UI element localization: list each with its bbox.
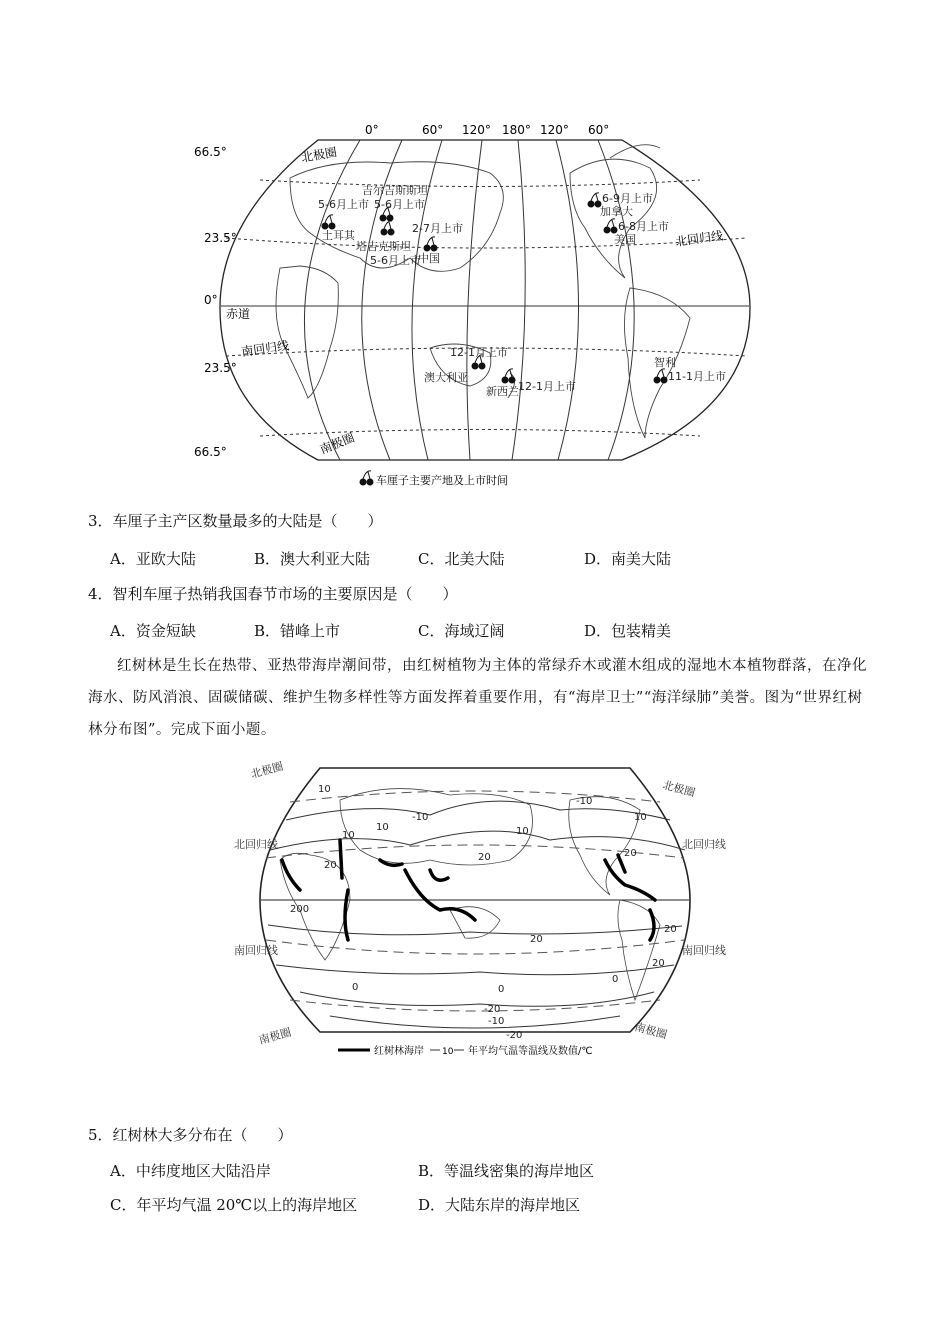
svg-text:-10: -10: [488, 1016, 505, 1027]
equator-label: 赤道: [226, 307, 251, 321]
passage: [88, 650, 868, 746]
place-name: 吉尔吉斯斯坦: [362, 184, 428, 197]
svg-text:20: 20: [324, 860, 337, 871]
place-name: 新西兰: [486, 385, 519, 398]
q5-option-d[interactable]: D．大陆东岸的海岸地区: [418, 1196, 581, 1214]
legend-isotherm: 年平均气温等温线及数值/℃: [468, 1046, 593, 1057]
lat-label: 66.5°: [194, 145, 227, 159]
place-name: 美国: [614, 233, 636, 246]
svg-text:10: 10: [516, 826, 529, 837]
antarctic-label-left: 南极圈: [257, 1025, 293, 1047]
q4-option-c[interactable]: C．海域辽阔: [418, 622, 505, 640]
q3-option-a[interactable]: A．亚欧大陆: [110, 550, 196, 568]
lon-label: 60°: [588, 123, 610, 137]
q3-option-b[interactable]: B．澳大利亚大陆: [254, 550, 371, 568]
place-name: 塔吉克斯坦: [356, 240, 411, 253]
tropic-s-label: 南回归线: [240, 338, 290, 359]
lon-label: 120°: [540, 123, 569, 137]
q4-option-a[interactable]: A．资金短缺: [110, 622, 196, 640]
place-time: 12-1月上市: [450, 346, 508, 359]
svg-text:-10: -10: [412, 812, 429, 823]
svg-text:-10: -10: [576, 796, 593, 807]
arctic-label-left: 北极圈: [249, 759, 285, 781]
svg-text:0: 0: [352, 982, 359, 993]
svg-text:-20: -20: [506, 1030, 523, 1041]
cherry-map: [190, 118, 760, 493]
arctic-label-right: 北极圈: [661, 778, 697, 800]
place-name: 加拿大: [600, 205, 633, 218]
q5-option-b[interactable]: B．等温线密集的海岸地区: [418, 1162, 595, 1180]
arctic-label: 北极圈: [300, 144, 338, 165]
q3-option-d[interactable]: D．南美大陆: [584, 550, 672, 568]
place-time: 6-9月上市: [602, 192, 653, 205]
q4-option-d[interactable]: D．包装精美: [584, 622, 672, 640]
lon-label: 120°: [462, 123, 491, 137]
q5-option-c[interactable]: C．年平均气温 20℃以上的海岸地区: [110, 1196, 358, 1214]
place-time: 5-6月上市: [370, 254, 421, 267]
place-time: 2-7月上市: [412, 222, 463, 235]
antarctic-label: 南极圈: [317, 430, 357, 457]
svg-text:20: 20: [478, 852, 491, 863]
place-time: 6-8月上市: [618, 220, 669, 233]
svg-text:0: 0: [612, 974, 619, 985]
place-time: 11-1月上市: [668, 370, 726, 383]
svg-text:20: 20: [664, 924, 677, 935]
tropic-n-label-right: 北回归线: [682, 838, 726, 851]
svg-text:10: 10: [634, 812, 647, 823]
lat-label: 66.5°: [194, 445, 227, 459]
svg-text:20: 20: [652, 958, 665, 969]
legend-mangrove: 红树林海岸: [374, 1046, 424, 1057]
place-time: 5-6月上市: [374, 198, 425, 211]
place-name: 中国: [418, 252, 440, 265]
tropic-s-label-left: 南回归线: [234, 944, 278, 957]
map-outline: [220, 140, 750, 460]
map1-legend: 车厘子主要产地及上市时间: [376, 474, 508, 487]
question-4-stem: 4．智利车厘子热销我国春节市场的主要原因是（ ）: [88, 585, 458, 603]
question-3-stem: 3．车厘子主产区数量最多的大陆是（ ）: [88, 512, 383, 530]
q3-option-c[interactable]: C．北美大陆: [418, 550, 505, 568]
mangrove-map: [230, 759, 726, 1060]
place-time: 12-1月上市: [518, 380, 576, 393]
antarctic-label-right: 南极圈: [633, 1020, 669, 1042]
place-time: 5-6月上市: [318, 198, 369, 211]
mangrove-map-figure: [230, 759, 726, 1060]
svg-text:10: 10: [376, 822, 389, 833]
lat-label: 0°: [204, 293, 218, 307]
svg-text:200: 200: [290, 904, 310, 915]
svg-text:20: 20: [530, 934, 543, 945]
lon-label: 0°: [365, 123, 379, 137]
question-5-stem: 5．红树林大多分布在（ ）: [88, 1126, 293, 1144]
q5-option-a[interactable]: A．中纬度地区大陆沿岸: [110, 1162, 271, 1180]
legend-isotherm-sample: 10: [442, 1047, 454, 1057]
tropic-n-label-left: 北回归线: [234, 838, 278, 851]
svg-text:10: 10: [342, 830, 355, 841]
lat-label: 23.5°: [204, 361, 237, 375]
place-name: 智利: [654, 356, 676, 369]
cherry-map-figure: [190, 118, 760, 493]
tropic-n-label: 北回归线: [674, 228, 724, 249]
lon-label: 60°: [422, 123, 444, 137]
svg-text:-20: -20: [484, 1004, 501, 1015]
lat-label: 23.5°: [204, 231, 237, 245]
passage-text: 红树林是生长在热带、亚热带海岸潮间带，由红树植物为主体的常绿乔木或灌木组成的湿地木本植物群落，在净化海水、防风消浪、固碳储碳、维护生物多样性等方面发挥着重要作用，有“海岸卫士”“海洋绿肺”美誉。图为“世界红树林分布图”。完成下面小题。: [88, 658, 867, 738]
svg-text:20: 20: [624, 848, 637, 859]
svg-text:10: 10: [318, 784, 331, 795]
cherry-legend-icon: [360, 471, 374, 486]
q4-option-b[interactable]: B．错峰上市: [254, 622, 341, 640]
place-name: 澳大利亚: [424, 371, 468, 384]
tropic-s-label-right: 南回归线: [682, 944, 726, 957]
svg-text:0: 0: [498, 984, 505, 995]
place-name: 土耳其: [322, 229, 355, 242]
lon-label: 180°: [502, 123, 531, 137]
